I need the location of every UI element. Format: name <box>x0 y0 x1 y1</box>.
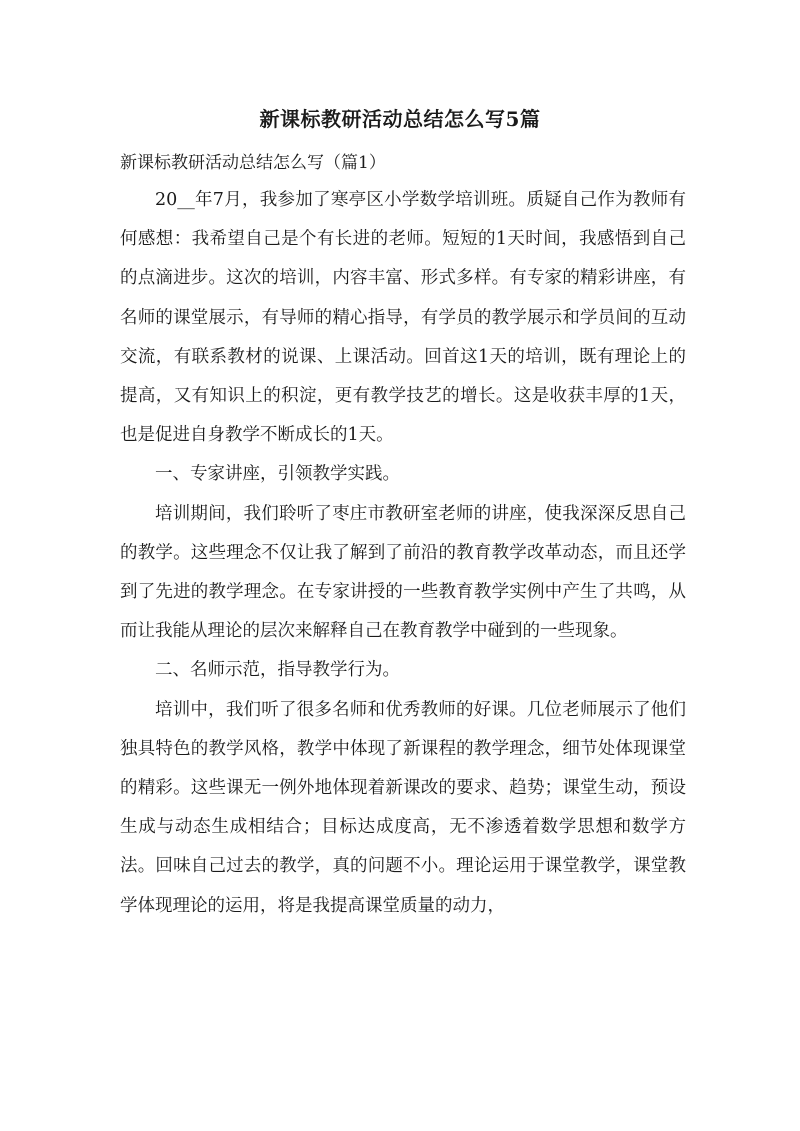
document-title: 新课标教研活动总结怎么写5篇 <box>259 107 541 131</box>
paragraph-expert-lectures: 培训期间，我们聆听了枣庄市教研室老师的讲座，使我深深反思自己的教学。这些理念不仅让我了解到了前沿的教育教学改革动态，而且还学到了先进的教学理念。在专家讲授的一些教育教学实例中产生了共鸣，从而让我能从理论的层次来解释自己在教育教学中碰到的一些现象。 <box>120 503 686 642</box>
paragraph-master-teachers: 培训中，我们听了很多名师和优秀教师的好课。几位老师展示了他们独具特色的教学风格，教学中体现了新课程的教学理念，细节处体现课堂的精彩。这些课无一例外地体现着新课改的要求、趋势；课堂生动，预设生成与动态生成相结合；目标达成度高，无不渗透着数学思想和数学方法。回味自己过去的教学，真的问题不小。理论运用于课堂教学，课堂教学体现理论的运用，将是我提高课堂质量的动力， <box>120 699 686 916</box>
paragraph-intro: 20__年7月，我参加了寒亭区小学数学培训班。质疑自己作为教师有何感想：我希望自己是个有长进的老师。短短的1天时间，我感悟到自己的点滴进步。这次的培训，内容丰富、形式多样。有专家的精彩讲座，有名师的课堂展示，有导师的精心指导，有学员的教学展示和学员间的互动交流，有联系教材的说课、上课活动。回首这1天的培训，既有理论上的提高，又有知识上的积淀，更有教学技艺的增长。这是收获丰厚的1天，也是促进自身教学不断成长的1天。 <box>120 190 686 446</box>
document-body <box>120 181 686 926</box>
section-heading-master-teachers: 二、名师示范，指导教学行为。 <box>155 660 400 681</box>
document-subtitle: 新课标教研活动总结怎么写（篇1） <box>120 153 386 173</box>
section-heading-expert-lectures: 一、专家讲座，引领教学实践。 <box>155 464 400 485</box>
